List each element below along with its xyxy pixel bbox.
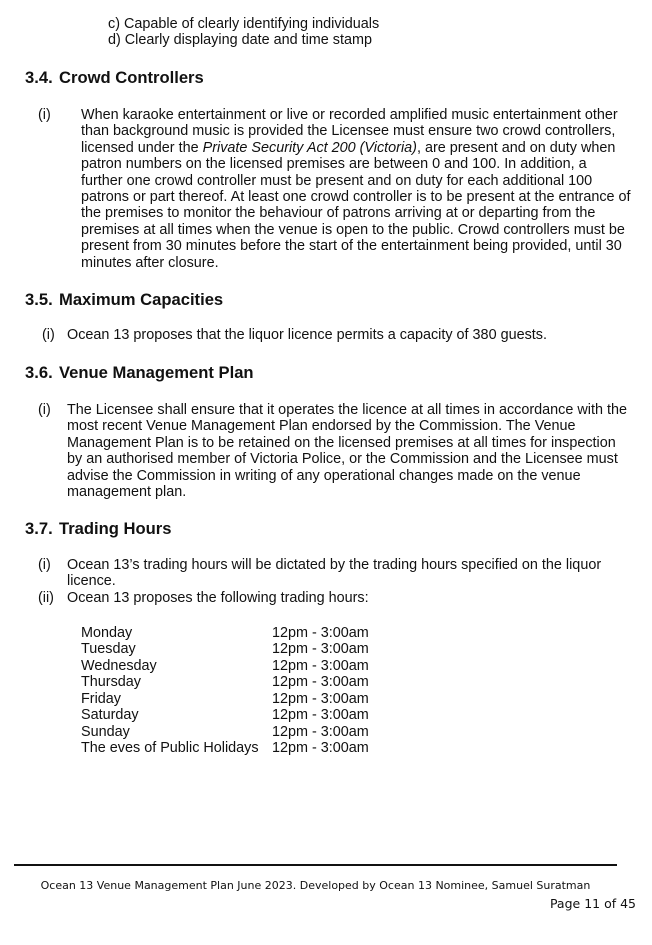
crowd-controllers-paragraph — [81, 107, 631, 271]
section-title: Crowd Controllers — [59, 68, 204, 87]
day-cell: The eves of Public Holidays — [81, 740, 259, 756]
section-title: Maximum Capacities — [59, 290, 224, 309]
item-numeral: (i) — [38, 107, 51, 123]
section-number: 3.5. — [25, 290, 53, 309]
time-cell: 12pm - 3:00am — [272, 641, 369, 657]
section-heading-3-5 — [25, 290, 223, 310]
time-cell: 12pm - 3:00am — [272, 674, 369, 690]
time-cell: 12pm - 3:00am — [272, 625, 369, 641]
item-numeral: (i) — [42, 327, 55, 343]
paragraph-text: When karaoke entertainment or live or recorded amplified music entertainment other than background music is provided the Licensee must ensure two crowd controllers, licensed under the — [81, 107, 618, 156]
time-cell: 12pm - 3:00am — [272, 690, 369, 707]
section-title: Venue Management Plan — [59, 363, 254, 382]
item-numeral: (ii) — [38, 590, 54, 606]
time-cell: 12pm - 3:00am — [272, 723, 369, 740]
day-cell: Friday — [81, 690, 121, 707]
page-number: Page 11 of 45 — [549, 896, 636, 911]
section-heading-3-4 — [25, 68, 204, 88]
item-numeral: (i) — [38, 557, 51, 573]
section-heading-3-7 — [25, 519, 171, 539]
list-item-c: c) Capable of clearly identifying individuals — [108, 16, 380, 32]
section-heading-3-6 — [25, 363, 254, 383]
day-cell: Thursday — [81, 674, 141, 690]
venue-plan-paragraph: The Licensee shall ensure that it operates the licence at all times in accordance with the most recent Venue Management Plan endorsed by the Commission. The Venue Management Plan is to be retained on the licensed premises at all times for inspection by an authorised member of Victoria Police, or the Commission and the Licensee must advise the Commission in writing of any operational changes made on the venue management plan. — [67, 402, 627, 501]
footer-text: Ocean 13 Venue Management Plan June 2023. Developed by Ocean 13 Nominee, Samuel Suratman — [40, 879, 591, 892]
day-cell: Tuesday — [81, 641, 136, 657]
trading-hours-paragraph: Ocean 13’s trading hours will be dictated by the trading hours specified on the liquor licence. — [67, 557, 602, 590]
section-title: Trading Hours — [59, 519, 172, 538]
item-numeral: (i) — [38, 402, 51, 418]
trading-hours-intro: Ocean 13 proposes the following trading hours: — [67, 590, 369, 606]
day-cell: Wednesday — [81, 657, 157, 674]
max-capacity-paragraph: Ocean 13 proposes that the liquor licence permits a capacity of 380 guests. — [67, 327, 547, 343]
day-cell: Sunday — [81, 723, 130, 740]
footer-divider — [14, 864, 617, 866]
time-cell: 12pm - 3:00am — [272, 657, 369, 674]
act-name: Private Security Act 200 (Victoria) — [202, 139, 417, 156]
paragraph-text: , are present and on duty when patron numbers on the licensed premises are between 0 and 100. In addition, a further one crowd controller must be present and on duty for each additional 100 patrons or part thereof. At least one crowd controller is to be present at the entrance of the premises to monitor the behaviour of patrons arriving at or departing from the premises at all times when the venue is open to the public. Crowd controllers must be present from 30 minutes before the start of the entertainment being provided, until 30 minutes after closure. — [81, 139, 631, 271]
day-cell: Saturday — [81, 707, 139, 723]
time-cell: 12pm - 3:00am — [272, 707, 369, 723]
section-number: 3.4. — [25, 68, 53, 87]
section-number: 3.6. — [25, 363, 53, 382]
day-cell: Monday — [81, 625, 133, 641]
list-item-d: d) Clearly displaying date and time stamp — [108, 32, 372, 48]
time-cell: 12pm - 3:00am — [272, 740, 369, 756]
section-number: 3.7. — [25, 519, 53, 538]
